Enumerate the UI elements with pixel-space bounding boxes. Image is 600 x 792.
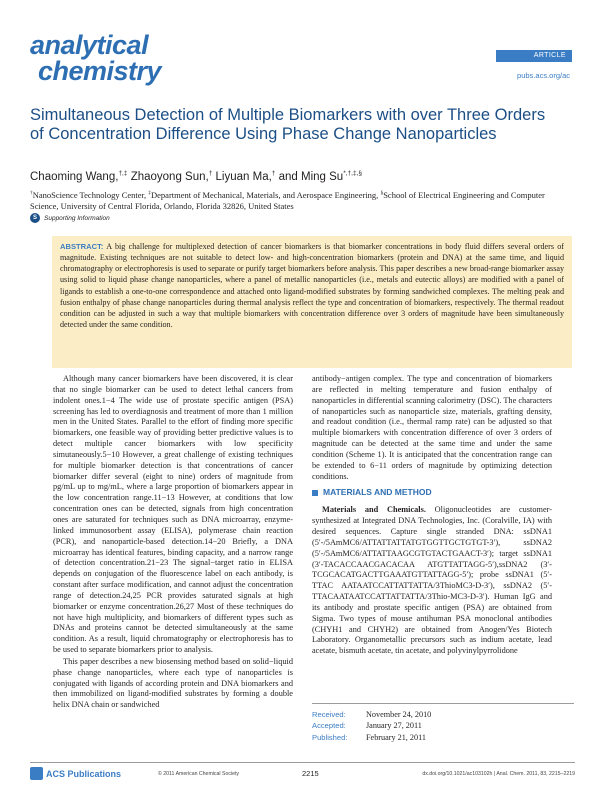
received-date: November 24, 2010 xyxy=(366,710,432,719)
subsection-title: Materials and Chemicals. xyxy=(322,505,426,515)
abstract-label: ABSTRACT: xyxy=(60,242,104,251)
doi-citation[interactable]: dx.doi.org/10.1021/ac103102h | Anal. Chem. 2011, 83, 2215–2219 xyxy=(422,771,575,777)
section-title: MATERIALS AND METHOD xyxy=(323,487,432,498)
paragraph-text: Oligonucleotides are customer-synthesized at Integrated DNA Technologies, Inc. (Coralville, IA) with desired sequences. Capture single stranded DNA: ssDNA1 (5′-/5AmMC6/ATTATTATTATGTGGTTGCTGTGT-3′), ssDNA2 (5′-/5AmMC6/ATTATTAAGCGTGTACTGAACT-3′); target ssDNA1 (3′-TACACCAACGACACAA ATGTTATTAGG-5′),ssDNA2 (3′-TCGCACATGACTTGAAATGTTATTAGG-5′); probe ssDNA1 (5′-TTAC AATAATCCATTATTATTA/3ThioMC3-D-3′), ssDNA2 (5′-TTACAATAATCCATTATTATTA/3Thio-MC3-D-3′). Human IgG and its antibody and prostate specific antigen (PSA) are obtained from Sigma. Two types of mouse antihuman PSA monoclonal antibodies (CHYH1 and CHYH2) are obtained from Anogen/Yes Biotech Laboratory. Organometallic precursors such as indium acetate, lead acetate, bismuth acetate, tin acetate, and polyvinylpyrrolidone xyxy=(312,505,552,656)
author-list xyxy=(30,170,362,183)
abstract-box xyxy=(52,236,572,368)
affil-text: NanoScience Technology Center, xyxy=(32,189,149,200)
acs-logo-text: ACS Publications xyxy=(46,768,122,779)
affil-mark: † xyxy=(30,190,33,196)
acs-logo-icon xyxy=(30,767,43,780)
journal-logo xyxy=(30,30,260,86)
logo-line1: analytical xyxy=(30,30,149,60)
body-column-left xyxy=(53,374,293,712)
supporting-info-link[interactable] xyxy=(30,213,110,223)
published-label: Published: xyxy=(312,732,348,742)
body-column-right xyxy=(312,374,552,658)
paragraph: antibody−antigen complex. The type and concentration of biomarkers are reflected in melting temperature and fusion enthalpy of nanoparticles in differential scanning calorimetry (DSC). The characters of nanoparticles such as nanoparticle size, materials, grafting density, and readout condition (i.e., thermal ramp rate) can be adjusted so that multiple biomarkers with concentration difference of over 3 orders of magnitude can be detected at the same time and under the same condition (Scheme 1). It is anticipated that the concentration range can be extended to 6−11 orders of magnitude by optimizing detection conditions. xyxy=(312,374,552,481)
abstract-text: A big challenge for multiplexed detection of cancer biomarkers is that biomarker concentrations in body fluid differs several orders of magnitude. Existing techniques are not suitable to detect low- and high-concentration biomarkers (protein and DNA) at the same time, and liquid chromatography or electrophoresis is used to separate or purify target biomarkers before analysis. This paper describes a new broad-range biomarker assay using solid to liquid phase change nanoparticles, where a panel of metallic nanoparticles (i.e., metals and eutectic alloys) are modified with a panel of ligands to establish a one-to-one correspondence and attached onto ligand-modified substrates by forming sandwiched complexes. The melting peak and fusion enthalpy of phase change nanoparticles during thermal analysis reflect the type and concentration of biomarkers, respectively. The thermal readout condition can be adjusted in such a way that multiple biomarkers with concentration difference over 3 orders of magnitude have been simultaneously detected under the same condition. xyxy=(60,242,564,330)
copyright: © 2011 American Chemical Society xyxy=(158,771,239,777)
paragraph: Although many cancer biomarkers have been discovered, it is clear that no single biomarker can be used to detect lethal cancers from indolent ones.1−4 The wide use of prostate specific antigen (PSA) screening has led to overdiagnosis and treatment of more than 1 million men in the United States. Parallel to the effort of finding more specific biomarkers, one feasible way of providing better predictive values is to detect multiple cancer biomarkers with low specificity simutaneously.5−10 However, a great challenge of existing techniques for multiple biomarker detection is that concentrations of cancer biomarker differ several (eight to nine) orders of magnitude from pg/mL up to mg/mL, where a large proportion of biomarkers appear in the low concentration range.11−13 However, at conditions that low concentration ones can be detected, signals from high concentration ones are saturated for techniques such as DNA microarray, enzyme-linked immunosorbent assay (ELISA), polymerase chain reaction (PCR), and nanoparticle-based detection.14−20 Briefly, a DNA microarray has identical features, binding capacity, and a narrow range of detection concentration.21−23 The signal−target ratio in ELISA depends on conjugation of the fluorescence label on each antibody, is constant after surface modification, and cannot adjust the concentration range of detection.24,25 PCR provides saturated signals at high biomarker or enzyme concentration.26,27 Most of these techniques do not have high multiplicity, and biomarkers of different types such as DNAs and proteins cannot be detected simultaneously at the same condition. As a result, liquid chromatography or electrophoresis has to be used to separate biomarkers prior to analysis. xyxy=(53,374,293,655)
author-marks: † xyxy=(271,170,276,177)
supporting-info-label: Supporting Information xyxy=(44,214,110,222)
accepted-date: January 27, 2011 xyxy=(366,721,422,731)
section-square-icon xyxy=(312,490,318,496)
article-tag: ARTICLE xyxy=(496,50,572,62)
author-name[interactable]: Liyuan Ma, xyxy=(215,170,272,183)
page-title: Simultaneous Detection of Multiple Biomarkers with over Three Orders of Concentration Difference Using Phase Change Nanoparticles xyxy=(30,106,546,143)
paragraph xyxy=(312,505,552,657)
section-heading xyxy=(312,487,552,498)
affil-mark: ‡ xyxy=(148,190,152,196)
page-number: 2215 xyxy=(302,769,319,778)
paragraph: This paper describes a new biosensing method based on solid−liquid phase change nanoparticles, where each type of nanoparticles is conjugated with ligands of according protein and DNA biomarkers and then immobilized on ligand-modified substrates by forming a double helix DNA chain or sandwiched xyxy=(53,656,293,710)
author-name[interactable]: Zhaoyong Sun, xyxy=(130,170,209,183)
page-footer xyxy=(30,762,575,782)
accepted-label: Accepted: xyxy=(312,721,346,731)
supporting-info-icon: S xyxy=(30,213,40,223)
history-dates xyxy=(312,703,574,743)
author-marks: † xyxy=(208,170,213,177)
author-marks: †,‡ xyxy=(118,170,128,177)
acs-publications-logo[interactable] xyxy=(30,767,121,780)
affil-mark: § xyxy=(380,190,384,196)
journal-url[interactable]: pubs.acs.org/ac xyxy=(517,71,570,80)
affil-text: School of Electrical Engineering and Computer Science, University of Central Florida, Orlando, Florida 32826, United States xyxy=(30,189,545,211)
published-date: February 21, 2011 xyxy=(366,732,426,742)
affiliations xyxy=(30,188,575,212)
logo-line2: chemistry xyxy=(38,56,162,86)
author-name[interactable]: Chaoming Wang, xyxy=(30,170,119,183)
affil-text: Department of Mechanical, Materials, and Aerospace Engineering, xyxy=(151,189,381,200)
author-marks: *,†,‡,§ xyxy=(343,170,362,177)
author-name[interactable]: and Ming Su xyxy=(278,170,344,183)
received-label: Received: xyxy=(312,710,346,719)
